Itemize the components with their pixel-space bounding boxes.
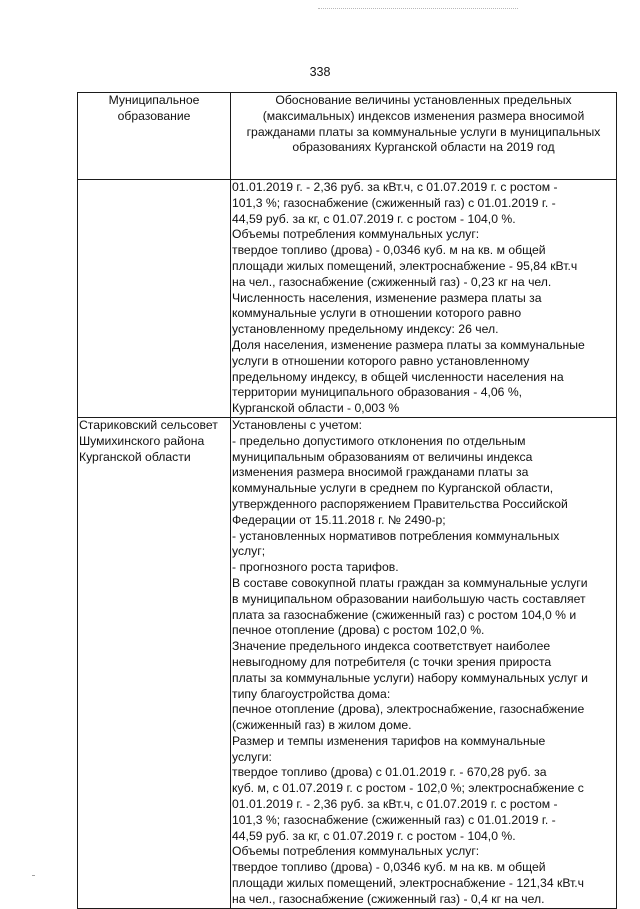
page-number: 338 (309, 65, 331, 79)
justification-line: изменения размера вносимой гражданами платы за (232, 465, 529, 480)
justification-line: типу благоустройства дома: (232, 686, 391, 701)
justification-line: плата за газоснабжение (сжиженный газ) с ростом 104,0 % и (232, 607, 577, 622)
justification-line: - прогнозного роста тарифов. (232, 560, 399, 575)
justification-line: утвержденного распоряжением Правительства Российской (232, 496, 568, 511)
justification-line: платы за коммунальные услуги) набору коммунальных услуг и (232, 670, 588, 685)
header-justification: Обоснование величины установленных предельных (максимальных) индексов изменения размера вносимой гражданами платы за коммунальные услуги в муниципальных образованиях Курганской области на 2019 год (231, 93, 617, 180)
municipality-line: Курганской области (79, 449, 191, 464)
justification-line: Объемы потребления коммунальных услуг: (232, 227, 480, 242)
municipality-cell (78, 180, 231, 418)
justification-line: услуги: (232, 749, 272, 764)
justification-line: установленному предельному индексу: 26 чел. (232, 322, 499, 337)
justification-line: предельному индексу, в общей численности населения на (232, 369, 564, 384)
justification-line: Объемы потребления коммунальных услуг: (232, 844, 480, 859)
justification-line: Федерации от 15.11.2018 г. № 2490-р; (232, 512, 446, 527)
justification-line: коммунальные услуги в среднем по Курганской области, (232, 481, 554, 496)
scan-dot (32, 875, 35, 876)
justification-line: 44,59 руб. за кг, с 01.07.2019 г. с ростом - 104,0 %. (232, 211, 516, 226)
justification-line: на чел., газоснабжение (сжиженный газ) - 0,4 кг на чел. (232, 891, 545, 906)
justification-line: муниципальным образованиям от величины индекса (232, 449, 533, 464)
justification-line: 101,3 %; газоснабжение (сжиженный газ) с 01.01.2019 г. - (232, 195, 556, 210)
scan-artifact-line (318, 8, 518, 10)
justification-table (77, 92, 617, 909)
justification-cell (231, 417, 617, 908)
table-row (78, 180, 617, 418)
justification-line: невыгодному для потребителя (с точки зрения прироста (232, 654, 552, 669)
justification-line: площади жилых помещений, электроснабжение - 95,84 кВт.ч (232, 258, 578, 273)
justification-line: куб. м, с 01.07.2019 г. с ростом - 102,0 %; электроснабжение с (232, 781, 584, 796)
justification-line: Численность населения, изменение размера платы за (232, 290, 542, 305)
justification-line: 44,59 руб. за кг, с 01.07.2019 г. с ростом - 104,0 %. (232, 828, 516, 843)
justification-line: услуги в отношении которого равно установленному (232, 353, 530, 368)
justification-line: территории муниципального образования - 4,06 %, (232, 385, 523, 400)
justification-line: Курганской области - 0,003 % (232, 401, 400, 416)
justification-line: (сжиженный газ) в жилом доме. (232, 718, 412, 733)
justification-line: коммунальные услуги в отношении которого равно (232, 306, 522, 321)
justification-line: - предельно допустимого отклонения по отдельным (232, 433, 526, 448)
justification-line: Установлены с учетом: (232, 417, 362, 432)
justification-line: твердое топливо (дрова) - 0,0346 куб. м на кв. м общей (232, 243, 546, 258)
justification-line: твердое топливо (дрова) с 01.01.2019 г. - 670,28 руб. за (232, 765, 547, 780)
justification-line: услуг; (232, 544, 266, 559)
table-body (78, 180, 617, 909)
table-row (78, 417, 617, 908)
justification-line: - установленных нормативов потребления коммунальных (232, 528, 560, 543)
justification-line: 01.01.2019 г. - 2,36 руб. за кВт.ч, с 01.07.2019 г. с ростом - (232, 180, 558, 194)
justification-line: печное отопление (дрова) с ростом 102,0 %. (232, 623, 485, 638)
justification-line: Доля населения, изменение размера платы за коммунальные (232, 337, 585, 352)
table-header-row (78, 93, 617, 180)
justification-line: печное отопление (дрова), электроснабжение, газоснабжение (232, 702, 585, 717)
justification-line: Размер и темпы изменения тарифов на коммунальные (232, 733, 546, 748)
justification-line: площади жилых помещений, электроснабжение - 121,34 кВт.ч (232, 876, 585, 891)
municipality-line: Стариковский сельсовет (79, 417, 218, 432)
header-municipality: Муниципальное образование (78, 93, 231, 180)
justification-line: в муниципальном образовании наибольшую часть составляет (232, 591, 586, 606)
justification-cell (231, 180, 617, 418)
justification-line: Значение предельного индекса соответствует наиболее (232, 639, 551, 654)
justification-line: 01.01.2019 г. - 2,36 руб. за кВт.ч, с 01.07.2019 г. с ростом - (232, 797, 558, 812)
municipality-line: Шумихинского района (79, 433, 205, 448)
justification-line: В составе совокупной платы граждан за коммунальные услуги (232, 575, 588, 590)
justification-line: твердое топливо (дрова) - 0,0346 куб. м на кв. м общей (232, 860, 546, 875)
municipality-cell (78, 417, 231, 908)
justification-line: на чел., газоснабжение (сжиженный газ) - 0,23 кг на чел. (232, 274, 552, 289)
justification-line: 101,3 %; газоснабжение (сжиженный газ) с 01.01.2019 г. - (232, 812, 556, 827)
